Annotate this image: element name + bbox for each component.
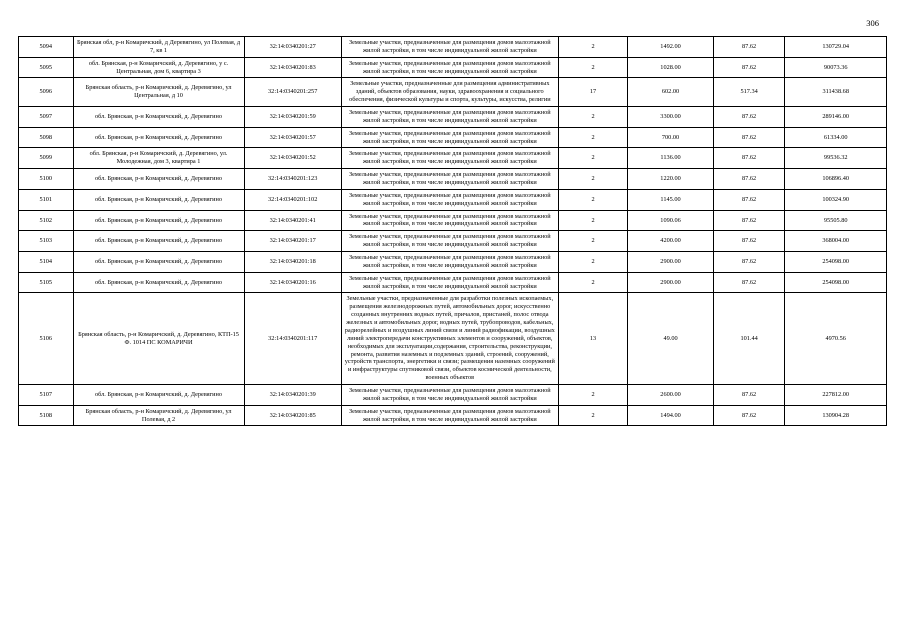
cell-value: 254098.00 — [785, 252, 887, 273]
cell-permitted-use: Земельные участки, предназначенные для размещения домов малоэтажной жилой застройки, в том числе индивидуальной жилой застройки — [341, 405, 558, 426]
cell-area: 1028.00 — [628, 57, 714, 78]
table-row — [19, 57, 887, 78]
cadastral-table — [18, 36, 887, 426]
cell-count: 2 — [558, 148, 627, 169]
cell-address: Брянская область, р-н Комаричский, д. Деревягино, ул Центральная, д 10 — [73, 78, 244, 107]
table-row — [19, 405, 887, 426]
cell-count: 2 — [558, 107, 627, 128]
cell-area: 1494.00 — [628, 405, 714, 426]
table-row — [19, 231, 887, 252]
cell-value: 90073.36 — [785, 57, 887, 78]
cell-value: 368004.00 — [785, 231, 887, 252]
cell-area: 1492.00 — [628, 37, 714, 58]
cell-address: обл. Брянская, р-н Комаричский, д. Деревягино — [73, 169, 244, 190]
cell-count: 13 — [558, 293, 627, 384]
cell-permitted-use: Земельные участки, предназначенные для размещения домов малоэтажной жилой застройки, в том числе индивидуальной жилой застройки — [341, 189, 558, 210]
table-row — [19, 37, 887, 58]
cell-value: 4970.56 — [785, 293, 887, 384]
cell-count: 17 — [558, 78, 627, 107]
cell-area: 1136.00 — [628, 148, 714, 169]
cell-count: 2 — [558, 231, 627, 252]
cell-row-number: 5106 — [19, 293, 74, 384]
cell-address: обл. Брянская, р-н Комаричский, д. Деревягино — [73, 252, 244, 273]
cell-rate: 87.62 — [713, 384, 785, 405]
cell-area: 2600.00 — [628, 384, 714, 405]
cell-permitted-use: Земельные участки, предназначенные для размещения административных зданий, объектов образования, науки, здравоохранения и социального обеспечения, физической культуры и спорта, культуры, искусства, религии — [341, 78, 558, 107]
cell-row-number: 5101 — [19, 189, 74, 210]
cell-rate: 87.62 — [713, 37, 785, 58]
cell-row-number: 5105 — [19, 272, 74, 293]
cell-count: 2 — [558, 169, 627, 190]
cell-address: обл. Брянская, р-н Комаричский, д. Деревягино — [73, 231, 244, 252]
cell-rate: 87.62 — [713, 107, 785, 128]
cell-area: 3300.00 — [628, 107, 714, 128]
cell-area: 1220.00 — [628, 169, 714, 190]
cell-row-number: 5098 — [19, 127, 74, 148]
cell-area: 1145.00 — [628, 189, 714, 210]
cell-rate: 87.62 — [713, 252, 785, 273]
cell-address: Брянская область, р-н Комаричский, д. Деревягино, ул Полевая, д 2 — [73, 405, 244, 426]
table-row — [19, 272, 887, 293]
cell-row-number: 5104 — [19, 252, 74, 273]
cell-cadastral-number: 32:14:0340201:27 — [244, 37, 341, 58]
cell-permitted-use: Земельные участки, предназначенные для размещения домов малоэтажной жилой застройки, в том числе индивидуальной жилой застройки — [341, 384, 558, 405]
cell-cadastral-number: 32:14:0340201:102 — [244, 189, 341, 210]
cell-address: обл. Брянская, р-н Комаричский, д. Деревягино — [73, 272, 244, 293]
cell-row-number: 5095 — [19, 57, 74, 78]
cell-address: обл. Брянская, р-н Комаричский, д. Деревягино — [73, 107, 244, 128]
cell-address: Брянская обл, р-н Комаричский, д Деревягино, ул Полевая, д 7, кв 1 — [73, 37, 244, 58]
cell-rate: 87.62 — [713, 272, 785, 293]
cell-address: обл. Брянская, р-н Комаричский, д. Деревягино — [73, 210, 244, 231]
cell-value: 99536.32 — [785, 148, 887, 169]
cell-value: 311438.68 — [785, 78, 887, 107]
cell-area: 2900.00 — [628, 252, 714, 273]
table-row — [19, 189, 887, 210]
cadastral-table-container — [18, 36, 887, 426]
cell-rate: 101.44 — [713, 293, 785, 384]
cell-permitted-use: Земельные участки, предназначенные для размещения домов малоэтажной жилой застройки, в том числе индивидуальной жилой застройки — [341, 169, 558, 190]
cell-count: 2 — [558, 272, 627, 293]
cell-rate: 517.34 — [713, 78, 785, 107]
cell-count: 2 — [558, 37, 627, 58]
cell-cadastral-number: 32:14:0340201:83 — [244, 57, 341, 78]
cell-row-number: 5097 — [19, 107, 74, 128]
cell-row-number: 5107 — [19, 384, 74, 405]
cell-cadastral-number: 32:14:0340201:117 — [244, 293, 341, 384]
cell-row-number: 5096 — [19, 78, 74, 107]
cell-count: 2 — [558, 210, 627, 231]
cell-value: 289146.00 — [785, 107, 887, 128]
cell-value: 130904.28 — [785, 405, 887, 426]
cell-value: 130729.04 — [785, 37, 887, 58]
table-row — [19, 78, 887, 107]
cell-count: 2 — [558, 57, 627, 78]
table-row — [19, 169, 887, 190]
cell-row-number: 5100 — [19, 169, 74, 190]
cell-rate: 87.62 — [713, 57, 785, 78]
cell-row-number: 5102 — [19, 210, 74, 231]
cell-rate: 87.62 — [713, 231, 785, 252]
cell-permitted-use: Земельные участки, предназначенные для размещения домов малоэтажной жилой застройки, в том числе индивидуальной жилой застройки — [341, 127, 558, 148]
cell-area: 700.00 — [628, 127, 714, 148]
cell-permitted-use: Земельные участки, предназначенные для размещения домов малоэтажной жилой застройки, в том числе индивидуальной жилой застройки — [341, 37, 558, 58]
cell-permitted-use: Земельные участки, предназначенные для размещения домов малоэтажной жилой застройки, в том числе индивидуальной жилой застройки — [341, 57, 558, 78]
cell-permitted-use: Земельные участки, предназначенные для размещения домов малоэтажной жилой застройки, в том числе индивидуальной жилой застройки — [341, 148, 558, 169]
cell-cadastral-number: 32:14:0340201:39 — [244, 384, 341, 405]
cell-address: обл. Брянская, р-н Комаричский, д. Деревягино — [73, 189, 244, 210]
cell-row-number: 5099 — [19, 148, 74, 169]
cell-cadastral-number: 32:14:0340201:85 — [244, 405, 341, 426]
table-body — [19, 37, 887, 426]
cell-area: 1090.06 — [628, 210, 714, 231]
table-row — [19, 127, 887, 148]
cell-row-number: 5103 — [19, 231, 74, 252]
cell-value: 100324.90 — [785, 189, 887, 210]
cell-cadastral-number: 32:14:0340201:59 — [244, 107, 341, 128]
cell-count: 2 — [558, 127, 627, 148]
cell-permitted-use: Земельные участки, предназначенные для разработки полезных ископаемых, размещения железнодорожных путей, автомобильных дорог, искусственно созданных внутренних водных путей, причалов, пристаней, полос отвода железных и автомобильных дорог, водных путей, трубопроводов, кабельных, радиорелейных и воздушных линий связи и линий радиофикации, воздушных линий электропередачи конструктивных элементов и сооружений, объектов, необходимых для эксплуатации,содержания, строительства, реконструкции, ремонта, развития наземных и подземных зданий, строений, сооружений, устройств транспорта, энергетики и связи; размещения наземных сооружений и инфраструктуры спутниковой связи, объектов космической деятельности, военных объектов — [341, 293, 558, 384]
cell-rate: 87.62 — [713, 127, 785, 148]
cell-address: обл. Брянская, р-н Комаричский, д. Деревягино, ул. Молодежная, дом 3, квартира 1 — [73, 148, 244, 169]
cell-cadastral-number: 32:14:0340201:17 — [244, 231, 341, 252]
cell-address: обл. Брянская, р-н Комаричский, д. Деревягино, у с. Центральная, дом 6, квартира 3 — [73, 57, 244, 78]
cell-area: 49.00 — [628, 293, 714, 384]
cell-value: 61334.00 — [785, 127, 887, 148]
table-row — [19, 107, 887, 128]
cell-value: 227812.00 — [785, 384, 887, 405]
cell-count: 2 — [558, 189, 627, 210]
cell-row-number: 5094 — [19, 37, 74, 58]
cell-cadastral-number: 32:14:0340201:57 — [244, 127, 341, 148]
cell-permitted-use: Земельные участки, предназначенные для размещения домов малоэтажной жилой застройки, в том числе индивидуальной жилой застройки — [341, 107, 558, 128]
cell-count: 2 — [558, 405, 627, 426]
cell-permitted-use: Земельные участки, предназначенные для размещения домов малоэтажной жилой застройки, в том числе индивидуальной жилой застройки — [341, 231, 558, 252]
table-row — [19, 252, 887, 273]
cell-count: 2 — [558, 384, 627, 405]
cell-count: 2 — [558, 252, 627, 273]
cell-rate: 87.62 — [713, 210, 785, 231]
cell-permitted-use: Земельные участки, предназначенные для размещения домов малоэтажной жилой застройки, в том числе индивидуальной жилой застройки — [341, 252, 558, 273]
cell-area: 4200.00 — [628, 231, 714, 252]
table-row — [19, 384, 887, 405]
cell-area: 602.00 — [628, 78, 714, 107]
cell-value: 254098.00 — [785, 272, 887, 293]
cell-cadastral-number: 32:14:0340201:16 — [244, 272, 341, 293]
cell-rate: 87.62 — [713, 169, 785, 190]
cell-address: обл. Брянская, р-н Комаричский, д. Деревягино — [73, 127, 244, 148]
cell-permitted-use: Земельные участки, предназначенные для размещения домов малоэтажной жилой застройки, в том числе индивидуальной жилой застройки — [341, 272, 558, 293]
cell-value: 106896.40 — [785, 169, 887, 190]
cell-value: 95505.80 — [785, 210, 887, 231]
cell-address: обл. Брянская, р-н Комаричский, д. Деревягино — [73, 384, 244, 405]
cell-cadastral-number: 32:14:0340201:52 — [244, 148, 341, 169]
table-row — [19, 148, 887, 169]
cell-rate: 87.62 — [713, 405, 785, 426]
cell-rate: 87.62 — [713, 189, 785, 210]
cell-cadastral-number: 32:14:0340201:123 — [244, 169, 341, 190]
table-row — [19, 293, 887, 384]
cell-cadastral-number: 32:14:0340201:257 — [244, 78, 341, 107]
cell-cadastral-number: 32:14:0340201:18 — [244, 252, 341, 273]
cell-address: Брянская область, р-н Комаричский, д. Деревягино, КТП-15 Ф. 1014 ПС КОМАРИЧИ — [73, 293, 244, 384]
cell-row-number: 5108 — [19, 405, 74, 426]
page-number: 306 — [866, 18, 879, 28]
cell-rate: 87.62 — [713, 148, 785, 169]
cell-cadastral-number: 32:14:0340201:41 — [244, 210, 341, 231]
table-row — [19, 210, 887, 231]
cell-permitted-use: Земельные участки, предназначенные для размещения домов малоэтажной жилой застройки, в том числе индивидуальной жилой застройки — [341, 210, 558, 231]
cell-area: 2900.00 — [628, 272, 714, 293]
